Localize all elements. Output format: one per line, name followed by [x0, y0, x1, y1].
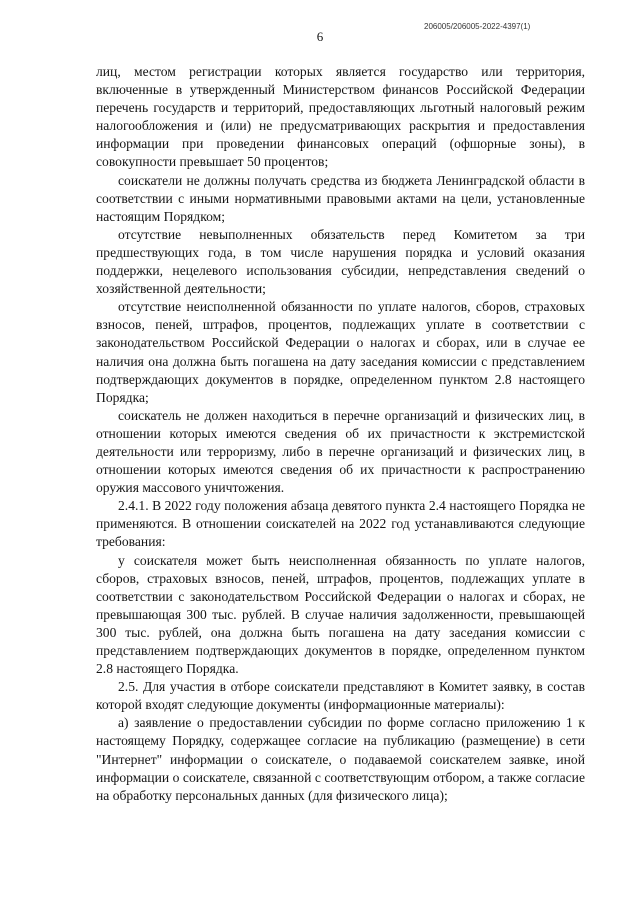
- paragraph-no-unfulfilled-obligations: отсутствие невыполненных обязательств перед Комитетом за три предшествующих года, в том числе нарушения порядка и условий оказания поддержки, нецелевого использования субсидии, непредставления сведений о хозяйственной деятельности;: [96, 226, 585, 297]
- paragraph-2-5-application: 2.5. Для участия в отборе соискатели представляют в Комитет заявку, в состав которой входят следующие документы (информационные материалы):: [96, 679, 585, 713]
- paragraph-offshore-share: лиц, местом регистрации которых является государство или территория, включенные в утвержденный Министерством финансов Российской Федерации перечень государств и территорий, предоставляющих льготный налоговый режим налогообложения и (или) не предусматривающих раскрытия и предоставления информации при проведении финансовых операций (офшорные зоны), в совокупности превышает 50 процентов;: [96, 64, 585, 170]
- page-number: 6: [316, 29, 324, 44]
- paragraph-extremism-list: соискатель не должен находиться в перечне организаций и физических лиц, в отношении которых имеются сведения об их причастности к экстремистской деятельности или терроризму, либо в перечне организаций и физических лиц, в отношении которых имеются сведения об их причастности к распространению оружия массового уничтожения.: [96, 407, 585, 496]
- document-registration-number: 206005/206005-2022-4397(1): [424, 22, 531, 31]
- paragraph-2-4-1: 2.4.1. В 2022 году положения абзаца девятого пункта 2.4 настоящего Порядка не применяются. В отношении соискателей на 2022 год устанавливаются следующие требования:: [96, 498, 585, 550]
- paragraph-no-regional-budget-funds: соискатели не должны получать средства из бюджета Ленинградской области в соответствии с иными нормативными правовыми актами на цели, установленные настоящим Порядком;: [96, 172, 585, 224]
- paragraph-2022-tax-debt-limit: у соискателя может быть неисполненная обязанность по уплате налогов, сборов, страховых взносов, пеней, штрафов, процентов, подлежащих уплате в соответствии с законодательством Российской Федерации о налогах и сборах, не превышающая 300 тыс. рублей. В случае наличия задолженности, превышающей 300 тыс. рублей, она должна быть погашена на дату заседания комиссии с представлением подтверждающих документов в порядке, определенном пунктом 2.8 настоящего Порядка.: [96, 552, 585, 677]
- paragraph-no-tax-debt: отсутствие неисполненной обязанности по уплате налогов, сборов, страховых взносов, пеней, штрафов, процентов, подлежащих уплате в соответствии с законодательством Российской Федерации о налогах и сборах, или в случае ее наличия она должна быть погашена на дату заседания комиссии с представлением подтверждающих документов в порядке, определенном пунктом 2.8 настоящего Порядка;: [96, 299, 585, 405]
- document-body: [96, 63, 585, 805]
- paragraph-item-a-statement: а) заявление о предоставлении субсидии по форме согласно приложению 1 к настоящему Порядку, содержащее согласие на публикацию (размещение) в сети "Интернет" информации о соискателе, о подаваемой соискателем заявке, иной информации о соискателе, связанной с соответствующим отбором, а также согласие на обработку персональных данных (для физического лица);: [96, 715, 585, 803]
